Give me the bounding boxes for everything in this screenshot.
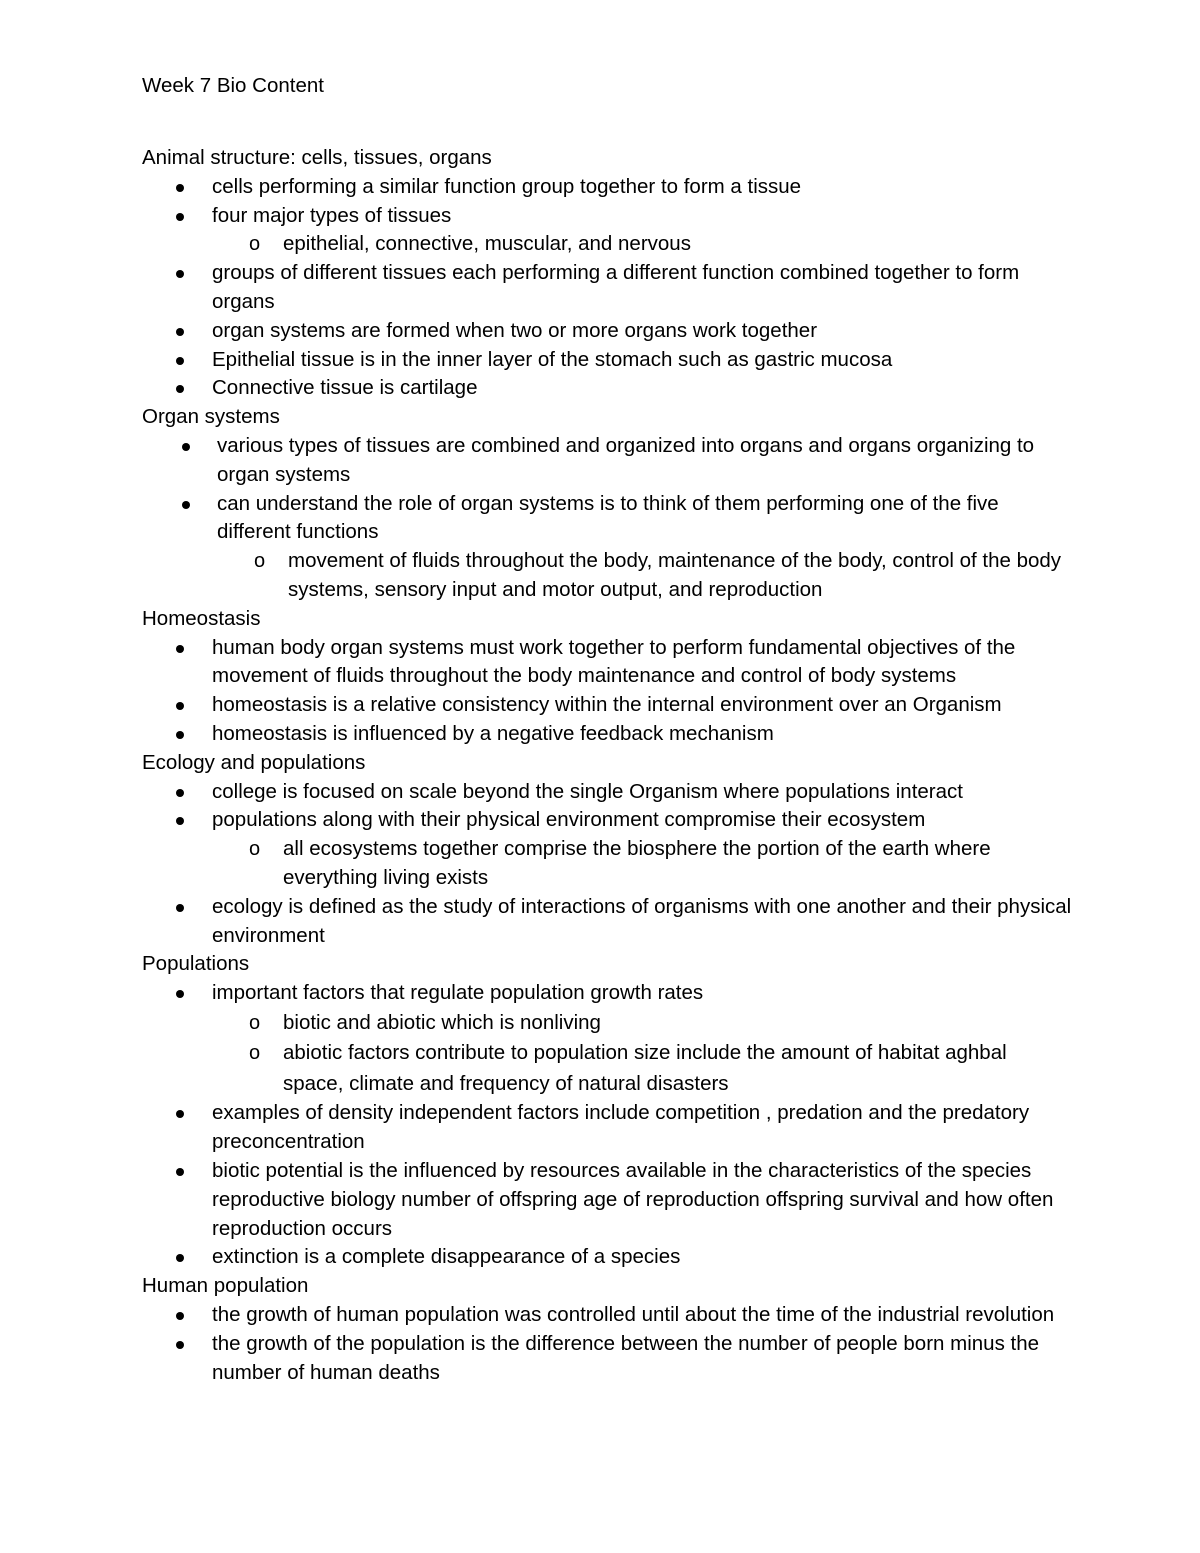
section-populations [142, 950, 1072, 1272]
sub-bullet-text: all ecosystems together comprise the biosphere the portion of the earth where everything living exists [283, 837, 991, 889]
bullet-text: human body organ systems must work together to perform fundamental objectives of the movement of fluids throughout the body maintenance and control of body systems [212, 635, 1016, 688]
bullet-list [142, 979, 1072, 1272]
list-item [142, 259, 1072, 317]
section-heading: Organ systems [142, 405, 280, 429]
bullet-text: biotic potential is the influenced by resources available in the characteristics of the species reproductive biology number of offspring age of reproduction offspring survival and how often reproduction occurs [212, 1159, 1054, 1240]
list-item [142, 1243, 1072, 1272]
section-ecology-and-populations [142, 749, 1072, 951]
bullet-icon [176, 789, 184, 797]
list-item [142, 1099, 1072, 1157]
bullet-text: Epithelial tissue is in the inner layer of the stomach such as gastric mucosa [212, 347, 893, 371]
bullet-icon [176, 1341, 184, 1349]
list-item [142, 490, 1072, 605]
bullet-text: important factors that regulate population growth rates [212, 981, 704, 1005]
sub-bullet-text: abiotic factors contribute to population size include the amount of habitat aghbal space, climate and frequency of natural disasters [283, 1041, 1007, 1095]
list-item [142, 202, 1072, 260]
sub-bullet-text: movement of fluids throughout the body, maintenance of the body, control of the body systems, sensory input and motor output, and reproduction [288, 549, 1062, 601]
bullet-text: organ systems are formed when two or more organs work together [212, 318, 818, 342]
bullet-icon [182, 501, 190, 509]
sub-bullet-list [217, 547, 1072, 605]
list-item [142, 691, 1072, 720]
list-item [142, 346, 1072, 375]
list-item [142, 374, 1072, 403]
section-human-population [142, 1272, 1072, 1387]
list-item [142, 806, 1072, 892]
circle-bullet-icon: o [249, 233, 261, 256]
bullet-text: various types of tissues are combined and organized into organs and organs organizing to organ systems [217, 433, 1035, 486]
bullet-text: homeostasis is influenced by a negative feedback mechanism [212, 721, 774, 745]
bullet-list [142, 778, 1072, 951]
bullet-icon [176, 645, 184, 653]
bullet-text: examples of density independent factors include competition , predation and the predatory preconcentration [212, 1101, 1030, 1154]
bullet-text: Connective tissue is cartilage [212, 376, 478, 400]
bullet-icon [182, 443, 190, 451]
list-item [142, 432, 1072, 490]
list-item [142, 1330, 1072, 1388]
sub-list-item [212, 230, 1072, 259]
bullet-text: ecology is defined as the study of interactions of organisms with one another and their physical environment [212, 894, 1072, 947]
sub-bullet-list [212, 835, 1072, 893]
bullet-text: groups of different tissues each performing a different function combined together to form organs [212, 261, 1020, 313]
sub-list-item [212, 1038, 1072, 1099]
sub-bullet-text: epithelial, connective, muscular, and nervous [283, 232, 691, 256]
bullet-icon [176, 1254, 184, 1262]
list-item [142, 979, 1072, 1099]
list-item [142, 778, 1072, 807]
bullet-text: homeostasis is a relative consistency within the internal environment over an Organism [212, 693, 1002, 717]
document-page [142, 72, 1072, 1387]
circle-bullet-icon: o [254, 550, 266, 573]
list-item [142, 1301, 1072, 1330]
bullet-icon [176, 385, 184, 393]
bullet-icon [176, 904, 184, 912]
bullet-text: four major types of tissues [212, 203, 452, 227]
bullet-icon [176, 184, 184, 192]
section-heading: Populations [142, 952, 250, 976]
section-heading: Homeostasis [142, 606, 261, 630]
list-item [142, 317, 1072, 346]
list-item [142, 1157, 1072, 1243]
section-heading: Human population [142, 1274, 309, 1298]
circle-bullet-icon: o [249, 1011, 261, 1034]
bullet-list [142, 634, 1072, 749]
section-heading: Animal structure: cells, tissues, organs [142, 146, 492, 169]
bullet-icon [176, 270, 184, 278]
section-homeostasis [142, 605, 1072, 749]
section-heading: Ecology and populations [142, 750, 366, 774]
bullet-text: the growth of the population is the difference between the number of people born minus the number of human deaths [212, 1331, 1040, 1384]
document-title: Week 7 Bio Content [142, 74, 324, 97]
bullet-icon [176, 731, 184, 739]
bullet-text: extinction is a complete disappearance of a species [212, 1245, 681, 1269]
bullet-icon [176, 990, 184, 998]
sub-list-item [212, 835, 1072, 893]
sub-list-item [217, 547, 1072, 605]
bullet-text: can understand the role of organ systems is to think of them performing one of the five different functions [217, 491, 999, 544]
bullet-icon [176, 1168, 184, 1176]
bullet-icon [176, 328, 184, 336]
bullet-text: college is focused on scale beyond the single Organism where populations interact [212, 779, 963, 803]
list-item [142, 720, 1072, 749]
bullet-text: populations along with their physical environment compromise their ecosystem [212, 808, 926, 832]
circle-bullet-icon: o [249, 1042, 261, 1065]
list-item [142, 893, 1072, 951]
bullet-text: cells performing a similar function group together to form a tissue [212, 174, 802, 198]
section-animal-structure [142, 144, 1072, 403]
bullet-icon [176, 1312, 184, 1320]
sub-bullet-list [212, 1008, 1072, 1100]
sub-list-item [212, 1008, 1072, 1039]
bullet-list [142, 173, 1072, 403]
bullet-icon [176, 702, 184, 710]
bullet-icon [176, 817, 184, 825]
sub-bullet-list [212, 230, 1072, 259]
bullet-text: the growth of human population was controlled until about the time of the industrial revolution [212, 1302, 1055, 1326]
bullet-icon [176, 1110, 184, 1118]
list-item [142, 173, 1072, 202]
bullet-list [142, 1301, 1072, 1387]
list-item [142, 634, 1072, 692]
bullet-list [142, 432, 1072, 605]
sub-bullet-text: biotic and abiotic which is nonliving [283, 1010, 601, 1034]
bullet-icon [176, 213, 184, 221]
circle-bullet-icon: o [249, 838, 261, 861]
section-organ-systems [142, 403, 1072, 605]
bullet-icon [176, 357, 184, 365]
